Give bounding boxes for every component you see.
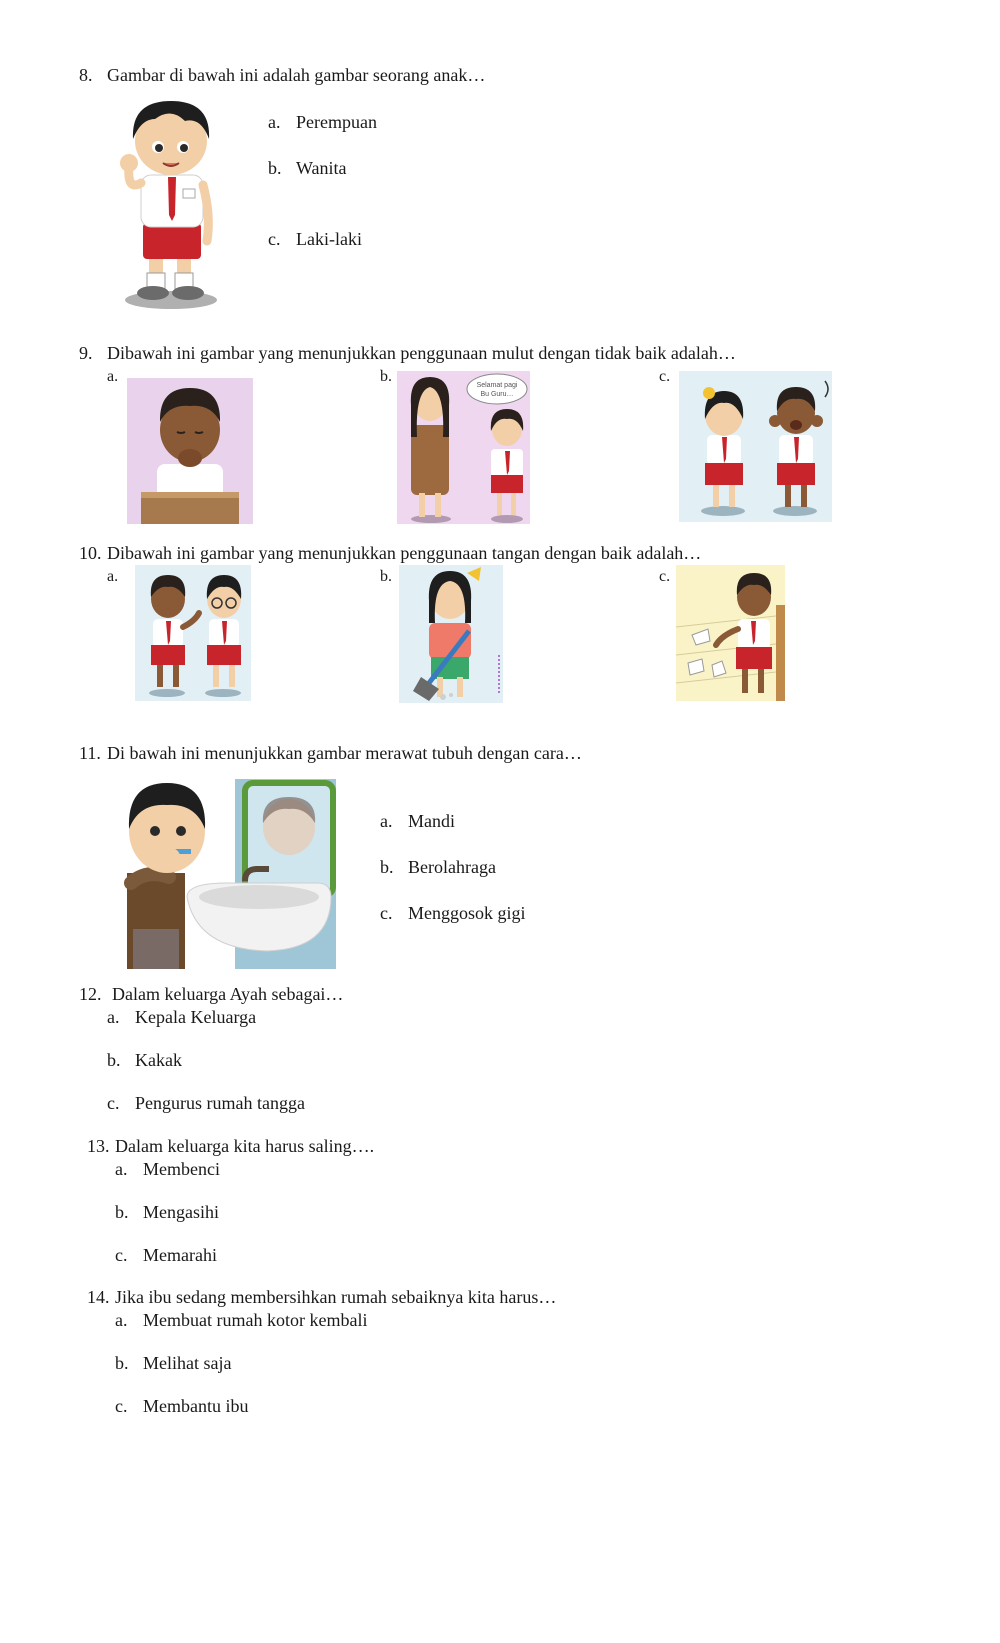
option-letter: a. [268, 112, 281, 132]
option-letter: a. [115, 1310, 128, 1330]
question-text: Dalam keluarga Ayah sebagai… [112, 984, 344, 1004]
question-14-option-b[interactable] [115, 1352, 231, 1374]
option-letter: c. [380, 903, 393, 923]
question-9-option-a-image-praying-boy[interactable] [127, 378, 253, 524]
question-9-option-b-image-greeting-teacher[interactable] [397, 371, 530, 524]
question-10-option-b-letter[interactable]: b. [380, 568, 392, 585]
question-12-option-b[interactable] [107, 1049, 182, 1071]
option-text: Laki-laki [296, 229, 362, 249]
question-11-stem [79, 742, 582, 764]
question-number: 9. [79, 343, 93, 363]
question-11-option-b[interactable] [380, 856, 496, 878]
question-text: Dalam keluarga kita harus saling…. [115, 1136, 375, 1156]
question-11-option-c[interactable] [380, 902, 526, 924]
option-text: Wanita [296, 158, 347, 178]
question-13-stem [87, 1135, 374, 1157]
question-8-option-a[interactable] [268, 111, 377, 133]
question-8-stem [79, 64, 485, 86]
option-letter: a. [380, 811, 393, 831]
question-10-option-c-letter[interactable]: c. [659, 568, 671, 585]
question-9-option-a-letter[interactable]: a. [107, 368, 119, 385]
option-text: Pengurus rumah tangga [135, 1093, 305, 1113]
option-text: Kepala Keluarga [135, 1007, 257, 1027]
boy-brushing-teeth-illustration [117, 779, 336, 969]
option-letter: c. [115, 1245, 128, 1265]
question-text: Gambar di bawah ini adalah gambar seorang anak… [107, 65, 486, 85]
question-9-option-b-letter[interactable]: b. [380, 368, 392, 385]
question-13-option-a[interactable] [115, 1158, 220, 1180]
question-12-option-a[interactable] [107, 1006, 256, 1028]
option-letter: b. [107, 1050, 121, 1070]
question-9-option-c-image-boy-shouting[interactable] [679, 371, 832, 522]
option-letter: c. [268, 229, 281, 249]
option-text: Membantu ibu [143, 1396, 249, 1416]
question-number: 11. [79, 743, 101, 763]
question-number: 10. [79, 543, 102, 563]
option-text: Kakak [135, 1050, 182, 1070]
question-8-option-b[interactable] [268, 157, 347, 179]
question-number: 14. [87, 1287, 110, 1307]
question-12-stem [79, 983, 343, 1005]
option-text: Memarahi [143, 1245, 217, 1265]
option-letter: b. [115, 1353, 129, 1373]
question-10-option-c-image-broken-plate[interactable] [676, 565, 785, 701]
question-14-option-c[interactable] [115, 1395, 249, 1417]
option-letter: c. [115, 1396, 128, 1416]
option-text: Berolahraga [408, 857, 496, 877]
boy-student-illustration [115, 95, 230, 313]
question-12-option-c[interactable] [107, 1092, 305, 1114]
option-letter: c. [107, 1093, 120, 1113]
question-text: Dibawah ini gambar yang menunjukkan penggunaan mulut dengan tidak baik adalah… [107, 343, 736, 363]
option-letter: a. [115, 1159, 128, 1179]
question-number: 8. [79, 65, 93, 85]
question-13-option-c[interactable] [115, 1244, 217, 1266]
question-11-option-a[interactable] [380, 810, 455, 832]
question-number: 13. [87, 1136, 110, 1156]
option-text: Menggosok gigi [408, 903, 526, 923]
option-text: Mengasihi [143, 1202, 219, 1222]
option-text: Melihat saja [143, 1353, 232, 1373]
question-14-option-a[interactable] [115, 1309, 367, 1331]
question-text: Dibawah ini gambar yang menunjukkan penggunaan tangan dengan baik adalah… [107, 543, 702, 563]
speech-bubble-line-1: Selamat pagi [476, 382, 518, 389]
question-text: Di bawah ini menunjukkan gambar merawat tubuh dengan cara… [107, 743, 582, 763]
question-8-option-c[interactable] [268, 228, 362, 250]
option-text: Membenci [143, 1159, 220, 1179]
question-13-option-b[interactable] [115, 1201, 219, 1223]
question-10-option-a-image-boy-hitting[interactable] [135, 565, 251, 701]
option-text: Perempuan [296, 112, 377, 132]
question-14-stem [87, 1286, 556, 1308]
option-letter: a. [107, 1007, 120, 1027]
question-10-option-a-letter[interactable]: a. [107, 568, 119, 585]
option-text: Membuat rumah kotor kembali [143, 1310, 368, 1330]
option-text: Mandi [408, 811, 455, 831]
question-text: Jika ibu sedang membersihkan rumah sebaiknya kita harus… [115, 1287, 557, 1307]
speech-bubble-line-2: Bu Guru… [480, 391, 514, 398]
question-9-option-c-letter[interactable]: c. [659, 368, 671, 385]
question-10-stem [79, 542, 701, 564]
question-9-stem [79, 342, 736, 364]
question-10-option-b-image-girl-sweeping[interactable] [399, 565, 503, 703]
question-number: 12. [79, 984, 102, 1004]
option-letter: b. [268, 158, 282, 178]
option-letter: b. [380, 857, 394, 877]
option-letter: b. [115, 1202, 129, 1222]
